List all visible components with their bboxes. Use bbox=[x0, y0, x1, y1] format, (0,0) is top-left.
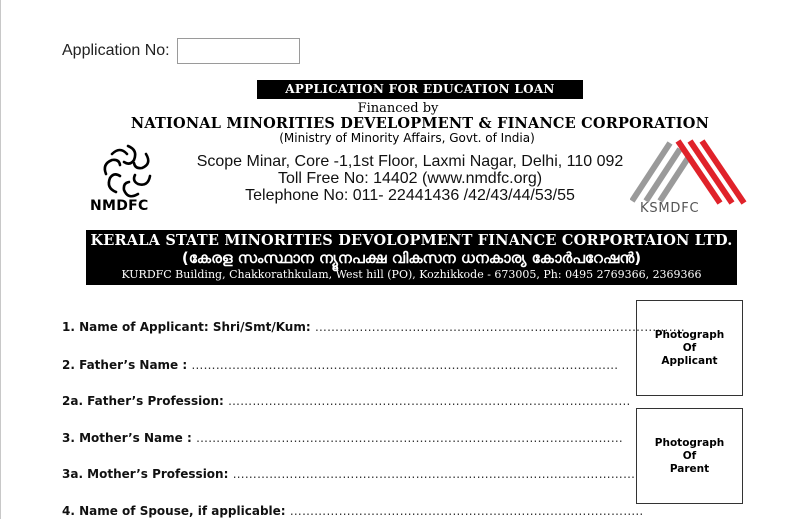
spouse-name-field[interactable]: 4. Name of Spouse, if applicable: ………………………….……………………………………………….. bbox=[62, 504, 644, 518]
father-name-field[interactable]: 2. Father’s Name : …………………………………………………………………………………………… bbox=[62, 358, 619, 372]
nmdfc-org-name: NATIONAL MINORITIES DEVELOPMENT & FINANCE CORPORATION bbox=[130, 115, 710, 132]
applicant-name-field[interactable]: 1. Name of Applicant: Shri/Smt/Kum: ………………………………………………………………………………. bbox=[62, 320, 685, 334]
kerala-org-name: KERALA STATE MINORITIES DEVOLOPMENT FINANCE CORPORTAION LTD. bbox=[90, 232, 733, 249]
nmdfc-address: Scope Minar, Core -1,1st Floor, Laxmi Nagar, Delhi, 110 092 bbox=[196, 153, 624, 170]
kerala-corporation-banner bbox=[86, 230, 737, 285]
nmdfc-toll-free: Toll Free No: 14402 (www.nmdfc.org) bbox=[277, 170, 543, 187]
financed-by: Financed by bbox=[357, 101, 439, 116]
applicant-photo-box[interactable]: Photograph Of Applicant bbox=[636, 300, 743, 396]
application-no-label: Application No: bbox=[62, 42, 170, 59]
father-profession-field[interactable]: 2a. Father’s Profession: ……………………………………………………………………………………… bbox=[62, 394, 631, 408]
nmdfc-logo-text: NMDFC bbox=[90, 198, 149, 214]
ksmdfc-logo-icon bbox=[630, 137, 750, 207]
kerala-org-name-malayalam: (കേരള സംസ്ഥാന ന്യൂനപക്ഷ വികസന ധനകാര്യ കോർപറേഷൻ) bbox=[181, 249, 642, 267]
nmdfc-telephone: Telephone No: 011- 22441436 /42/43/44/53/55 bbox=[245, 187, 575, 204]
ksmdfc-logo-text: KSMDFC bbox=[640, 201, 700, 216]
form-title: APPLICATION FOR EDUCATION LOAN bbox=[257, 80, 583, 99]
mother-profession-field[interactable]: 3a. Mother’s Profession: ……………………………………………………………………………………… bbox=[62, 467, 636, 481]
page-edge-line bbox=[0, 0, 1, 519]
parent-photo-box[interactable]: Photograph Of Parent bbox=[636, 408, 743, 504]
application-no-input[interactable] bbox=[177, 38, 300, 64]
ministry-line: (Ministry of Minority Affairs, Govt. of India) bbox=[279, 131, 535, 145]
kerala-address: KURDFC Building, Chakkorathkulam, West hill (PO), Kozhikkode - 673005, Ph: 0495 2769366, 2369366 bbox=[121, 268, 702, 281]
mother-name-field[interactable]: 3. Mother’s Name : …………………………………………………………………………………………… bbox=[62, 431, 623, 445]
